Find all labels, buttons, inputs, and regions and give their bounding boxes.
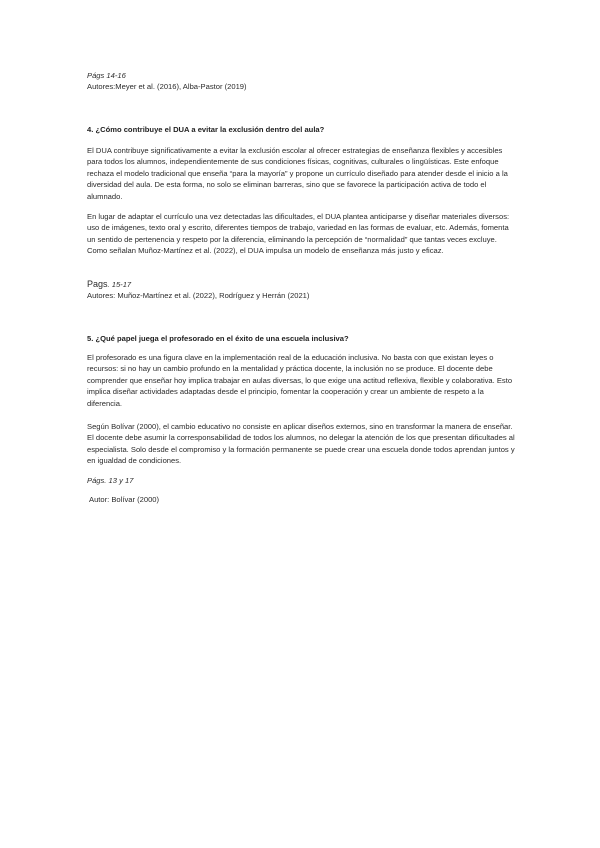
section5-paragraph-1: El profesorado es una figura clave en la implementación real de la educación inclusiva. No basta con que existan leyes o recursos: si no hay un cambio profundo en la mentalidad y práctica docente, la inclusión no se produce. El docente debe comprender que enseñar hoy implica trabajar en aulas diversas, lo que exige una actitud reflexiva, flexible y colaborativa. Esto implica diseñar actividades adaptadas desde el principio, fomentar la cooperación y crear un ambiente de respeto a la diferencia. — [87, 353, 513, 408]
page-reference: Págs 14-16 — [87, 71, 126, 80]
pages-range: . 15-17 — [107, 280, 132, 289]
section5-heading: 5. ¿Qué papel juega el profesorado en el éxito de una escuela inclusiva? — [87, 334, 349, 343]
section4-reference — [87, 279, 519, 302]
section4-paragraph-1: El DUA contribuye significativamente a evitar la exclusión escolar al ofrecer estrategias de enseñanza flexibles y accesibles para todos los alumnos, independientemente de sus condiciones físicas, cognitivas, culturales o lingüísticas. Este enfoque rechaza el modelo tradicional que enseña “para la mayoría” y propone un currículo diseñado para atender desde el inicio a la diversidad del aula. De esta forma, no solo se eliminan barreras, sino que se favorece la participación activa de todo el alumnado. — [87, 146, 508, 201]
authors-reference: Autores:Meyer et al. (2016), Alba-Pastor (2019) — [87, 82, 247, 92]
section5-pages: Págs. 13 y 17 — [87, 476, 134, 485]
section4-heading: 4. ¿Cómo contribuye el DUA a evitar la exclusión dentro del aula? — [87, 125, 325, 134]
authors-reference: Autores: Muñoz-Martínez et al. (2022), Rodríguez y Herrán (2021) — [87, 291, 310, 301]
pages-label: Pags — [87, 279, 108, 289]
section4-paragraph-2: En lugar de adaptar el currículo una vez detectadas las dificultades, el DUA plantea anticiparse y diseñar materiales diversos: uso de imágenes, texto oral y escrito, diferentes tiempos de trabajo, variedad en las formas de evaluar, etc. Además, fomenta un sentido de pertenencia y respeto por la diferencia, eliminando la percepción de “normalidad” que tantas veces excluye. Como señalan Muñoz-Martínez et al. (2022), el DUA impulsa un modelo de enseñanza más justo y eficaz. — [87, 212, 510, 256]
section3-reference — [87, 70, 519, 93]
section5-authors: Autor: Bolívar (2000) — [89, 495, 160, 504]
section5-paragraph-2: Según Bolívar (2000), el cambio educativo no consiste en aplicar diseños externos, sino en transformar la manera de enseñar. El docente debe asumir la corresponsabilidad de todos los alumnos, no delegar la atención de los que presentan dificultades al especialista. Solo desde el compromiso y la formación permanente se puede crear una escuela donde todos aprendan juntos y en igualdad de condiciones. — [87, 422, 515, 466]
